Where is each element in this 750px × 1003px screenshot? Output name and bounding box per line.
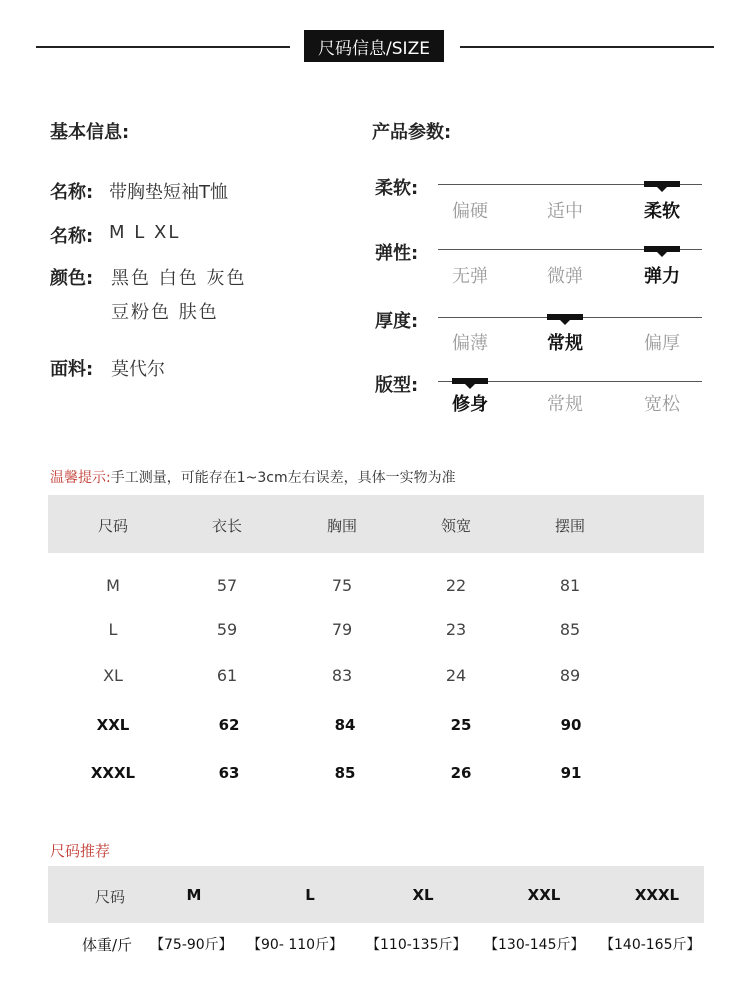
weight-value: 【110-135斤】 [366,937,467,953]
size-table-cell: 61 [216,666,238,685]
size-table-cell: 79 [331,620,353,639]
name-label: 名称: [50,182,94,203]
param-option: 适中 [547,201,583,222]
size-table-cell: 89 [559,666,581,685]
recommend-size: M [186,886,202,904]
size-table-cell: 83 [331,666,353,685]
color-label: 颜色: [50,268,94,289]
weight-value: 【90- 110斤】 [247,937,344,953]
param-label: 弹性: [375,243,419,264]
header-rule-right [460,46,714,48]
measure-tip [50,467,456,487]
param-label: 厚度: [375,311,419,332]
weight-value: 【130-145斤】 [484,937,585,953]
size-table-header: 衣长 [211,517,242,535]
size-table-cell: 63 [218,764,240,782]
param-option: 修身 [452,394,488,415]
header-title: 尺码信息/SIZE [304,30,444,62]
recommend-size-label: 尺码 [95,888,126,906]
params-title: 产品参数: [372,122,452,143]
basic-info-title: 基本信息: [50,122,130,143]
size-table-cell: 25 [450,716,472,734]
size-table-header: 领宽 [440,517,471,535]
fabric-value: 莫代尔 [111,359,165,380]
size-table-cell: XL [103,666,123,685]
header-rule-left [36,46,290,48]
size-table-cell: 62 [218,716,240,734]
selected-marker [452,378,488,384]
param-option: 宽松 [644,394,680,415]
recommend-size: XXXL [634,886,680,904]
param-option: 无弹 [452,266,488,287]
param-option: 弹力 [644,266,680,287]
size-table-cell: XXXL [90,764,136,782]
size-label: 名称: [50,226,94,247]
size-table-cell: 75 [331,576,353,595]
size-table-cell: 22 [445,576,467,595]
size-table-cell: 90 [560,716,582,734]
weight-label: 体重/斤 [82,936,133,954]
param-option: 常规 [547,394,583,415]
selected-marker [644,181,680,187]
size-table-cell: 91 [560,764,582,782]
recommend-title: 尺码推荐 [50,842,111,860]
recommend-size: L [305,886,315,904]
size-table-cell: 59 [216,620,238,639]
fabric-label: 面料: [50,359,94,380]
param-option: 偏硬 [452,201,488,222]
recommend-header-bg [48,866,704,923]
size-table-cell: 84 [334,716,356,734]
recommend-size: XXL [527,886,561,904]
size-table-cell: 81 [559,576,581,595]
size-table-header: 胸围 [326,517,357,535]
size-table-header: 摆围 [554,517,585,535]
size-table-cell: 57 [216,576,238,595]
selected-marker [644,246,680,252]
size-table-cell: M [106,576,120,595]
param-option: 偏厚 [644,333,680,354]
param-option: 常规 [547,333,583,354]
size-table-cell: 24 [445,666,467,685]
size-table-cell: XXL [96,716,130,734]
size-table-cell: 26 [450,764,472,782]
size-table-cell: 85 [334,764,356,782]
size-table-header: 尺码 [97,517,128,535]
weight-value: 【140-165斤】 [600,937,701,953]
param-option: 柔软 [644,201,680,222]
size-table-cell: 85 [559,620,581,639]
param-option: 偏薄 [452,333,488,354]
param-option: 微弹 [547,266,583,287]
selected-marker [547,314,583,320]
size-table-cell: 23 [445,620,467,639]
param-label: 版型: [375,375,419,396]
name-value: 带胸垫短袖T恤 [109,182,228,203]
recommend-size: XL [412,886,434,904]
color-value-line2: 豆粉色 肤色 [111,302,219,323]
color-value-line1: 黑色 白色 灰色 [111,268,247,289]
param-label: 柔软: [375,178,419,199]
size-table-cell: L [108,620,118,639]
size-value: M L XL [109,222,181,243]
tip-label: 温馨提示: [50,470,111,486]
tip-text: 手工测量，可能存在1~3cm左右误差，具体一实物为准 [110,470,456,486]
weight-value: 【75-90斤】 [150,937,233,953]
